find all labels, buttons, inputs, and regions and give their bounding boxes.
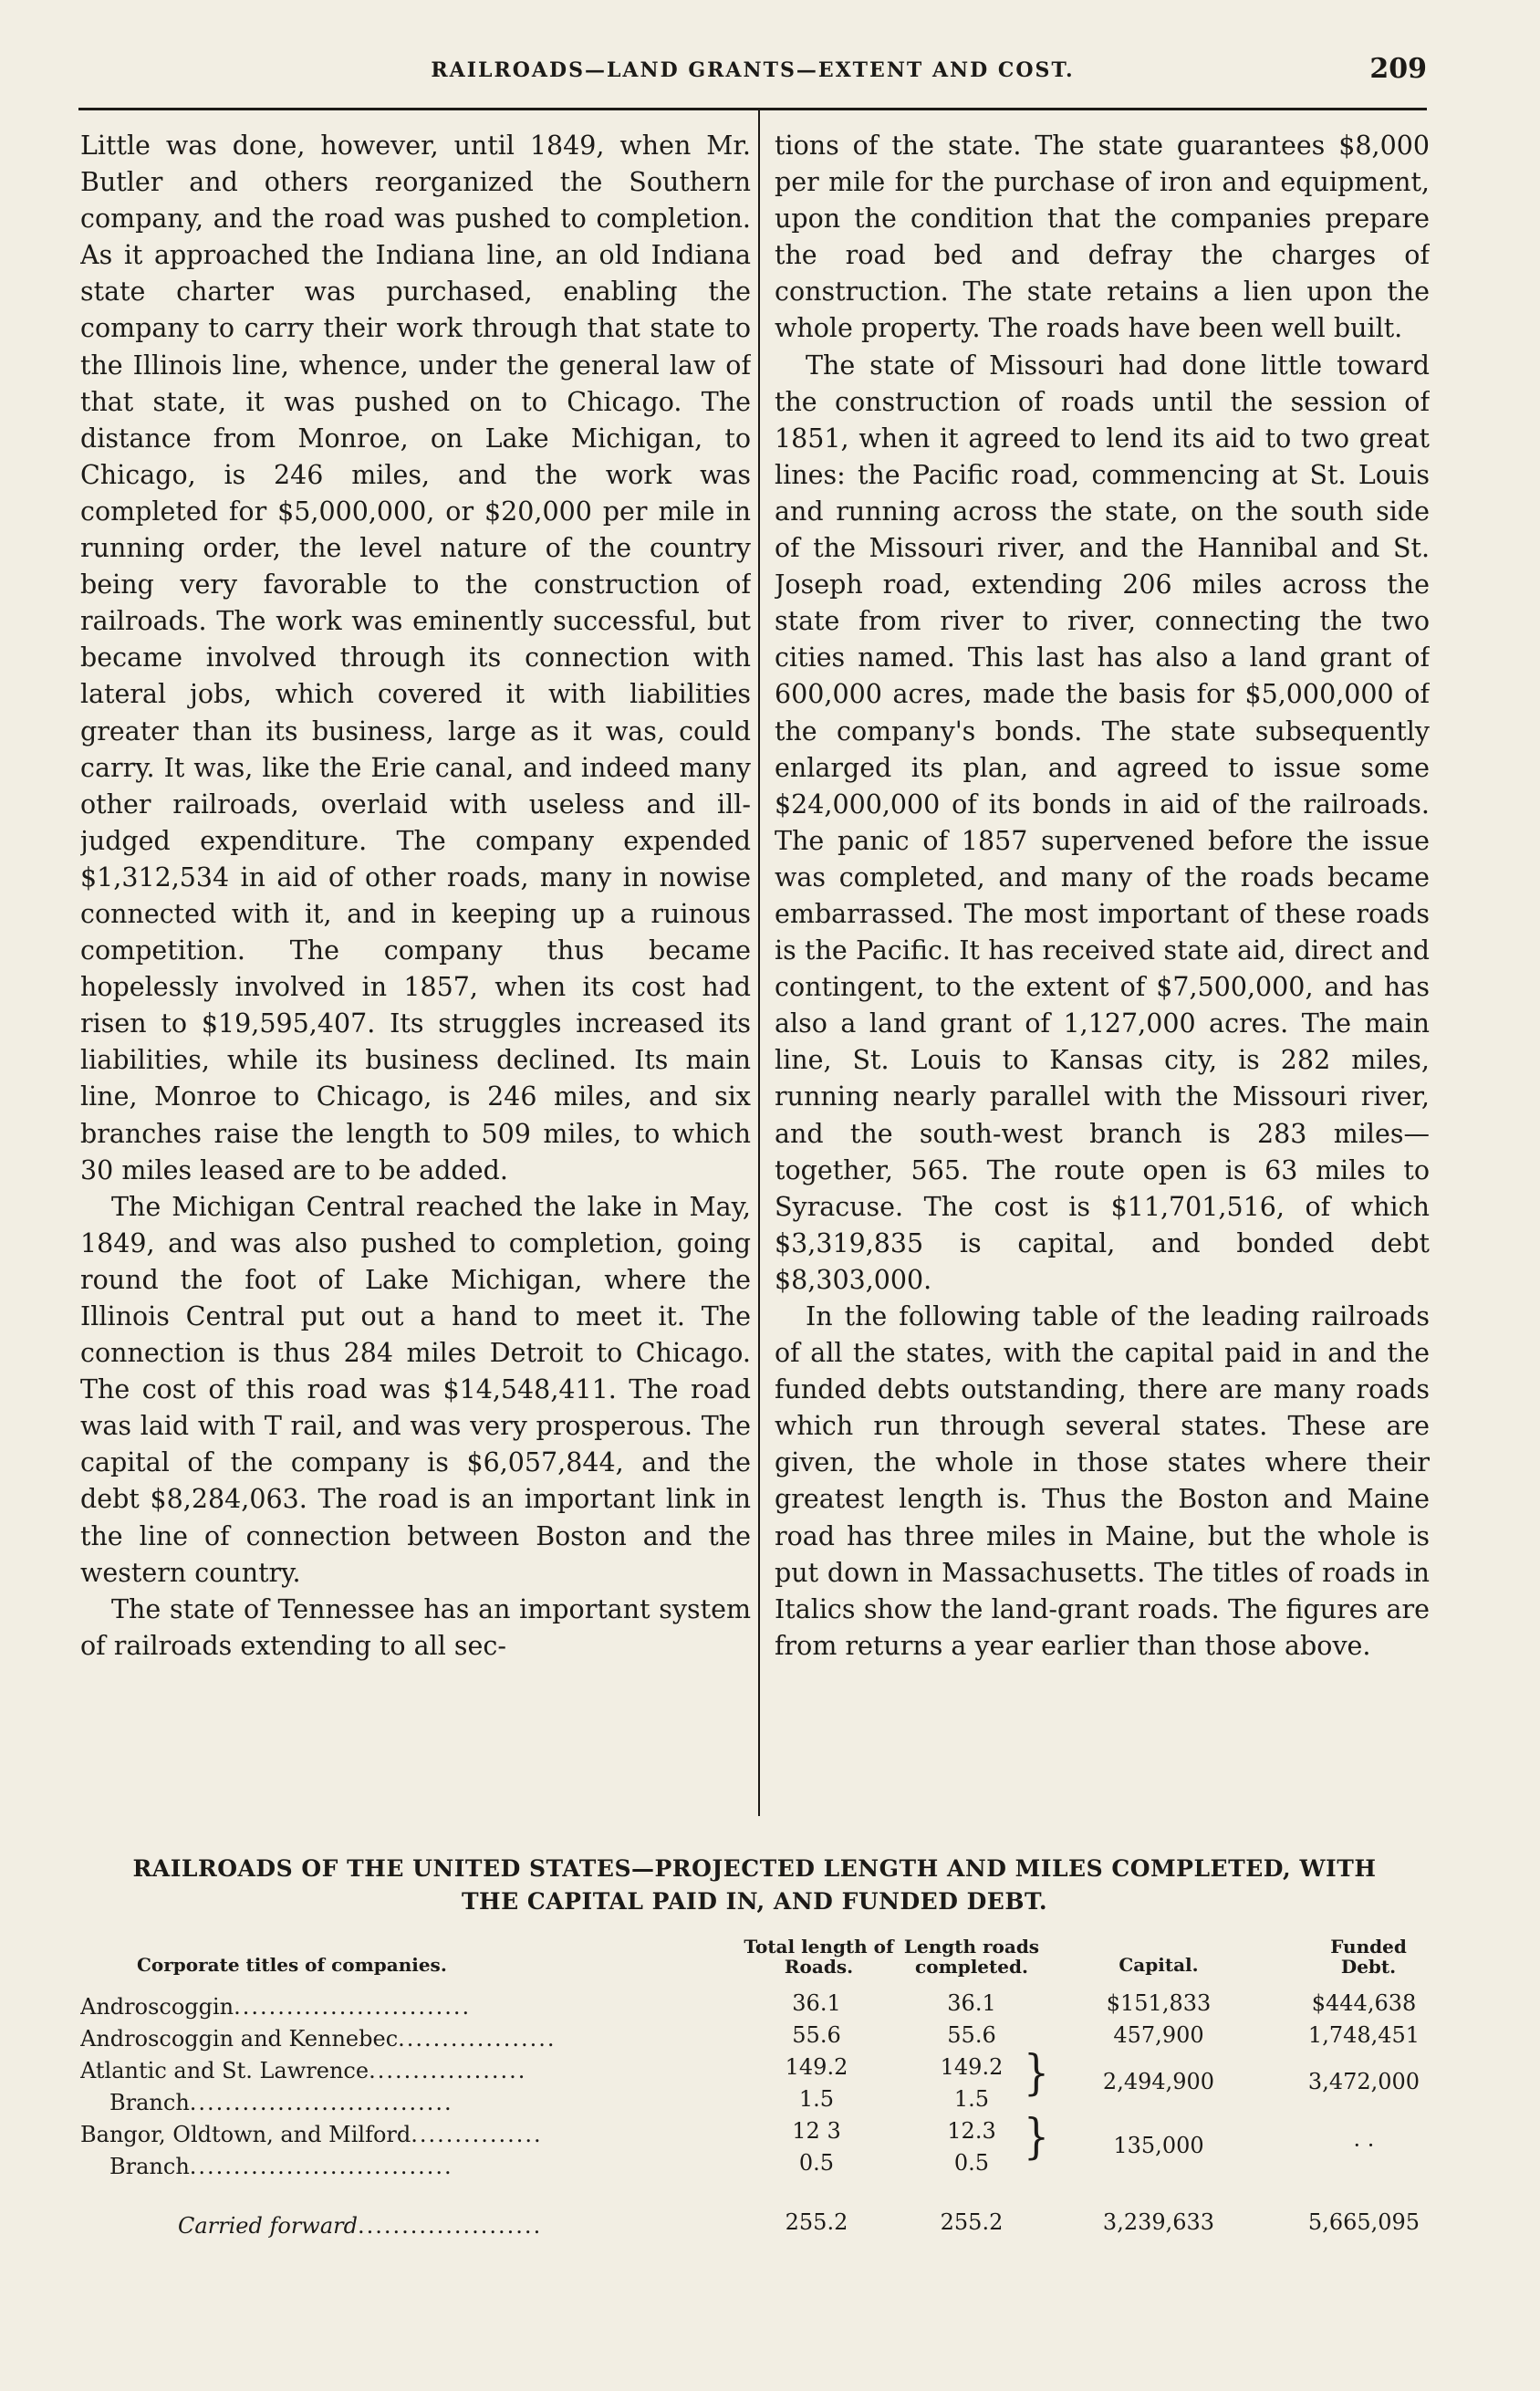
right-column (775, 128, 1430, 1816)
table-row-name: Androscoggin........................... (80, 1994, 472, 2020)
header-capital: Capital. (1119, 1954, 1199, 1976)
table-cell-total: 1.5 (798, 2086, 835, 2112)
header-total-length: Total length of Roads. (744, 1936, 894, 1978)
table-cell-capital: $151,833 (1106, 1990, 1212, 2016)
table-cell-completed: 12.3 (947, 2118, 996, 2144)
table-row-name: Branch.............................. (109, 2154, 453, 2179)
header-funded-debt: Funded Debt. (1330, 1936, 1407, 1978)
running-title: RAILROADS—LAND GRANTS—EXTENT AND COST. (431, 58, 1075, 82)
table-cell-completed: 36.1 (947, 1990, 996, 2016)
carried-total: 255.2 (785, 2209, 848, 2235)
running-header (78, 53, 1427, 99)
table-cell-total: 36.1 (792, 1990, 841, 2016)
table-cell-debt: 1,748,451 (1307, 2022, 1420, 2048)
table-cell-total: 0.5 (798, 2150, 835, 2176)
table-cell-total: 55.6 (792, 2022, 841, 2048)
carried-debt: 5,665,095 (1307, 2209, 1420, 2235)
table-row-name: Atlantic and St. Lawrence.................. (80, 2058, 527, 2083)
table-cell-completed: 149.2 (940, 2054, 1004, 2080)
carried-forward-label: Carried forward..................... (178, 2213, 543, 2239)
page-number: 209 (1369, 53, 1427, 85)
table-cell-debt: · · (1353, 2133, 1375, 2158)
carried-capital: 3,239,633 (1102, 2209, 1215, 2235)
table-cell-debt: 3,472,000 (1307, 2069, 1420, 2094)
header-length-completed: Length roads completed. (903, 1936, 1040, 1978)
table-title (80, 1853, 1429, 1918)
left-paragraph-3: The state of Tennessee has an important system of railroads extending to all sec- (80, 1593, 751, 1661)
right-paragraph-1: tions of the state. The state guarantees $8,000 per mile for the purchase of iron and equipment, upon the condition that the companies prepare the road bed and defray the charges of construction. The state retains a lien upon the whole property. The roads have been well built. (775, 131, 1430, 344)
table-cell-completed: 55.6 (947, 2022, 996, 2048)
left-paragraph-2: The Michigan Central reached the lake in May, 1849, and was also pushed to completion, going round the foot of Lake Michigan, where the Illinois Central put out a hand to meet it. The connection is thus 284 miles Detroit to Chicago. The cost of this road was $14,548,411. The road was laid with T rail, and was very prosperous. The capital of the company is $6,057,844, and the debt $8,284,063. The road is an important link in the line of connection between Boston and the western country. (80, 1191, 751, 1588)
table-cell-capital: 135,000 (1113, 2133, 1204, 2158)
header-rule (78, 108, 1427, 110)
table-row-name: Bangor, Oldtown, and Milford............... (80, 2122, 543, 2147)
table-cell-total: 149.2 (785, 2054, 848, 2080)
table-title-line-1: RAILROADS OF THE UNITED STATES—PROJECTED LENGTH AND MILES COMPLETED, WITH (132, 1855, 1377, 1882)
table-cell-completed: 1.5 (953, 2086, 990, 2112)
left-paragraph-1: Little was done, however, until 1849, when Mr. Butler and others reorganized the Southern company, and the road was pushed to completion. As it approached the Indiana line, an old Indiana state charter was purchased, enabling the company to carry their work through that state to the Illinois line, whence, under the general law of that state, it was pushed on to Chicago. The distance from Monroe, on Lake Michigan, to Chicago, is 246 miles, and the work was completed for $5,000,000, or $20,000 per mile in running order, the level nature of the country being very favorable to the construction of railroads. The work was eminently successful, but became involved through its connection with lateral jobs, which covered it with liabilities greater than its business, large as it was, could carry. It was, like the Erie canal, and indeed many other railroads, overlaid with useless and ill-judged expenditure. The company expended $1,312,534 in aid of other roads, many in nowise connected with it, and in keeping up a ruinous competition. The company thus became hopelessly involved in 1857, when its cost had risen to $19,595,407. Its struggles increased its liabilities, while its business declined. Its main line, Monroe to Chicago, is 246 miles, and six branches raise the length to 509 miles, to which 30 miles leased are to be added. (80, 131, 751, 1185)
brace-icon: } (1024, 2108, 1049, 2165)
left-column (80, 128, 751, 1816)
table-title-line-2: THE CAPITAL PAID IN, AND FUNDED DEBT. (461, 1888, 1048, 1915)
brace-icon: } (1024, 2044, 1049, 2101)
header-corporate-titles: Corporate titles of companies. (137, 1954, 447, 1976)
right-paragraph-3: In the following table of the leading railroads of all the states, with the capital paid in and the funded debts outstanding, there are many roads which run through several states. These are given, the whole in those states where their greatest length is. Thus the Boston and Maine road has three miles in Maine, but the whole is put down in Massachusetts. The titles of roads in Italics show the land-grant roads. The figures are from returns a year earlier than those above. (775, 1301, 1430, 1661)
column-divider (758, 110, 760, 1816)
right-paragraph-2: The state of Missouri had done little toward the construction of roads until the session of 1851, when it agreed to lend its aid to two great lines: the Pacific road, commencing at St. Louis and running across the state, on the south side of the Missouri river, and the Hannibal and St. Joseph road, extending 206 miles across the state from river to river, connecting the two cities named. This last has also a land grant of 600,000 acres, made the basis for $5,000,000 of the company's bonds. The state subsequently enlarged its plan, and agreed to issue some $24,000,000 of its bonds in aid of the railroads. The panic of 1857 supervened before the issue was completed, and many of the roads became embarrassed. The most important of these roads is the Pacific. It has received state aid, direct and contingent, to the extent of $7,500,000, and has also a land grant of 1,127,000 acres. The main line, St. Louis to Kansas city, is 282 miles, running nearly parallel with the Missouri river, and the south-west branch is 283 miles—together, 565. The route open is 63 miles to Syracuse. The cost is $11,701,516, of which $3,319,835 is capital, and bonded debt $8,303,000. (775, 350, 1430, 1295)
table-cell-capital: 457,900 (1113, 2022, 1204, 2048)
table-cell-completed: 0.5 (953, 2150, 990, 2176)
table-row-name: Branch.............................. (109, 2090, 453, 2115)
carried-completed: 255.2 (940, 2209, 1004, 2235)
table-cell-total: 12 3 (792, 2118, 841, 2144)
table-cell-debt: $444,638 (1311, 1990, 1417, 2016)
table-row-name: Androscoggin and Kennebec.................. (80, 2026, 557, 2052)
table-cell-capital: 2,494,900 (1102, 2069, 1215, 2094)
